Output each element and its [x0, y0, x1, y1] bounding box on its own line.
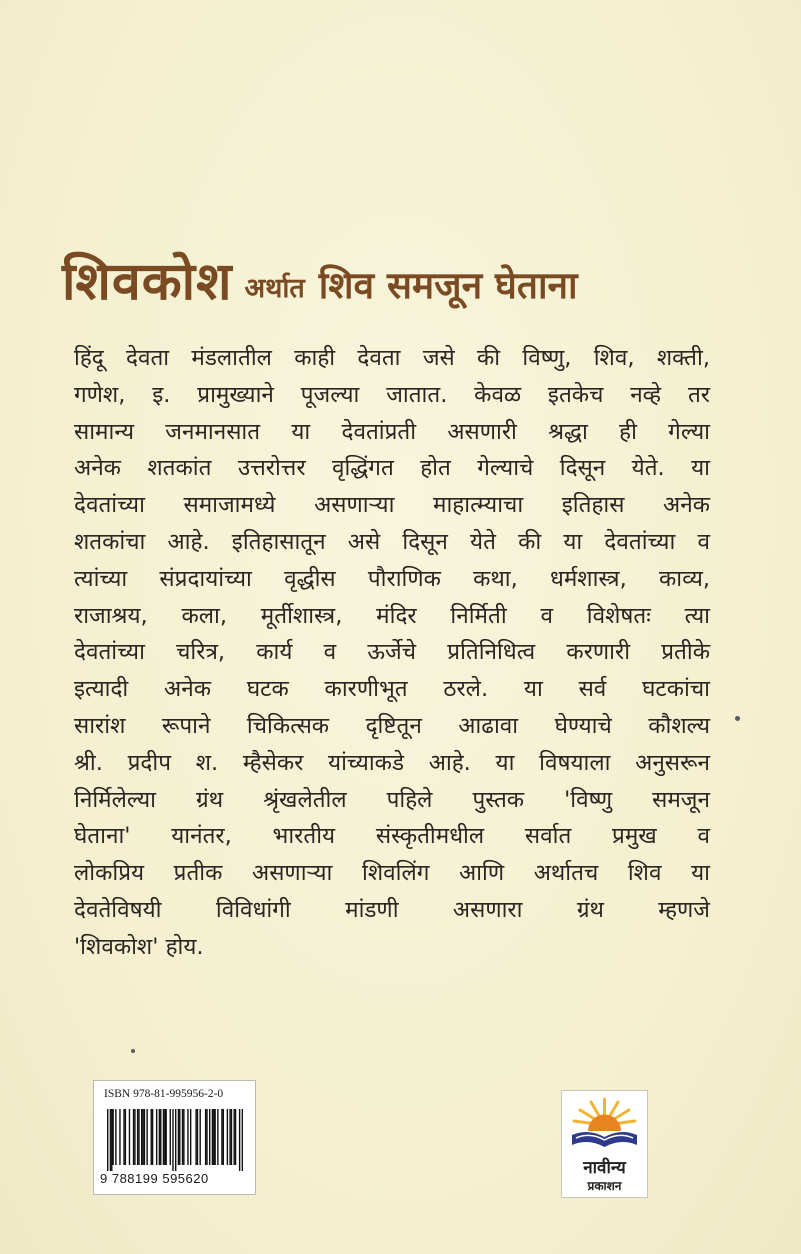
- barcode-bar: [217, 1109, 218, 1165]
- isbn-number: ISBN 978-81-995956-2-0: [104, 1088, 224, 1100]
- blurb-line: सामान्य जनमानसात या देवतांप्रती असणारी श्रद्धा ही गेल्या: [74, 418, 710, 445]
- barcode-bar: [137, 1109, 138, 1165]
- publisher-logo: [561, 1090, 648, 1198]
- barcode-bar: [175, 1109, 176, 1171]
- barcode-bar: [235, 1109, 236, 1165]
- barcode-bar: [206, 1109, 207, 1165]
- barcode-bar: [179, 1109, 180, 1165]
- blurb-line: त्यांच्या संप्रदायांच्या वृद्धीस पौराणिक कथा, धर्मशास्त्र, काव्य,: [74, 565, 710, 592]
- barcode-bar: [170, 1109, 171, 1165]
- barcode-bar: [233, 1109, 234, 1165]
- barcode-bar: [159, 1109, 160, 1165]
- blurb-line: देवतांच्या समाजामध्ये असणाऱ्या माहात्म्याचा इतिहास अनेक: [74, 492, 710, 519]
- blurb-line: हिंदू देवता मंडलातील काही देवता जसे की विष्णु, शिव, शक्ती,: [74, 345, 710, 371]
- blurb-line: निर्मिलेल्या ग्रंथ श्रृंखलेतील पहिले पुस्तक 'विष्णु समजून: [74, 786, 710, 813]
- blurb-line: शतकांचा आहे. इतिहासातून असे दिसून येते की या देवतांच्या व: [74, 528, 710, 555]
- isbn-barcode: [93, 1080, 256, 1195]
- barcode-bar: [187, 1109, 188, 1165]
- barcode-bar: [160, 1109, 161, 1165]
- blurb-line: देवतांच्या चरित्र, कार्य व ऊर्जेचे प्रतिनिधित्व करणारी प्रतीके: [74, 639, 710, 666]
- barcode-bar: [112, 1109, 113, 1165]
- blurb-line: सारांश रूपाने चिकित्सक दृष्टितून आढावा घेण्याचे कौशल्य: [74, 712, 710, 739]
- barcode-bar: [195, 1109, 196, 1165]
- barcode-bar: [141, 1109, 142, 1165]
- barcode-bar: [242, 1109, 243, 1171]
- barcode-bar: [156, 1109, 157, 1165]
- barcode-bar: [182, 1109, 183, 1165]
- barcode-bar: [199, 1109, 200, 1165]
- blurb-line: अनेक शतकांत उत्तरोत्तर वृद्धिंगत होत गेल्याचे दिसून येते. या: [74, 455, 710, 482]
- title-subtitle: शिव समजून घेताना: [318, 264, 578, 307]
- barcode-bar: [178, 1109, 179, 1165]
- barcode-bar: [151, 1109, 152, 1165]
- barcode-bar: [214, 1109, 215, 1165]
- barcode-bar: [227, 1109, 228, 1165]
- barcode-bar: [125, 1109, 126, 1165]
- blurb-line: श्री. प्रदीप श. म्हैसेकर यांच्याकडे आहे. या विषयाला अनुसरून: [74, 749, 710, 776]
- barcode-bar: [115, 1109, 116, 1165]
- rising-sun-open-book-icon: [566, 1095, 643, 1155]
- barcode-bar: [134, 1109, 135, 1165]
- blurb-line: गणेश, इ. प्रामुख्याने पूजल्या जातात. केवळ इतकेच नव्हे तर: [74, 381, 710, 408]
- cover-title: [62, 232, 762, 322]
- barcode-bar: [205, 1109, 206, 1165]
- back-cover-blurb: [74, 340, 710, 966]
- blurb-line: 'शिवकोश' होय.: [74, 933, 204, 960]
- blurb-line: इत्यादी अनेक घटक कारणीभूत ठरले. या सर्व घटकांचा: [74, 676, 710, 703]
- barcode-bar: [142, 1109, 143, 1165]
- barcode-bar: [133, 1109, 134, 1165]
- barcode-bar: [183, 1109, 184, 1165]
- barcode-bar: [152, 1109, 153, 1165]
- barcode-bar: [144, 1109, 145, 1165]
- barcode-bar: [197, 1109, 198, 1165]
- barcode-bar: [172, 1109, 173, 1171]
- barcode-bar: [138, 1109, 139, 1165]
- barcode-bar: [213, 1109, 214, 1165]
- barcode-bar: [165, 1109, 166, 1165]
- barcode-bar: [163, 1109, 164, 1165]
- barcode-bar: [107, 1109, 108, 1171]
- barcode-bar: [229, 1109, 230, 1165]
- ink-speck: [735, 716, 740, 721]
- barcode-bars: [107, 1109, 243, 1171]
- title-connector: अर्थात: [244, 273, 305, 304]
- barcode-digits: 9 788199 595620: [100, 1171, 209, 1186]
- barcode-bar: [146, 1109, 147, 1165]
- barcode-bar: [119, 1109, 120, 1165]
- barcode-bar: [110, 1109, 111, 1171]
- barcode-bar: [221, 1109, 222, 1165]
- blurb-line: देवतेविषयी विविधांगी मांडणी असणारा ग्रंथ म्हणजे: [74, 896, 710, 923]
- barcode-bar: [231, 1109, 232, 1165]
- blurb-line: घेताना' यानंतर, भारतीय संस्कृतीमधील सर्वात प्रमुख व: [74, 823, 710, 850]
- blurb-line: राजाश्रय, कला, मूर्तीशास्त्र, मंदिर निर्मिती व विशेषतः त्या: [74, 602, 710, 629]
- barcode-bar: [223, 1109, 224, 1165]
- barcode-bar: [209, 1109, 210, 1165]
- barcode-bar: [123, 1109, 124, 1165]
- publisher-name: नावीन्य: [583, 1158, 626, 1178]
- barcode-bar: [164, 1109, 165, 1165]
- barcode-bar: [239, 1109, 240, 1171]
- barcode-bar: [111, 1109, 112, 1171]
- barcode-bar: [190, 1109, 191, 1165]
- barcode-bar: [129, 1109, 130, 1165]
- barcode-bar: [212, 1109, 213, 1165]
- blurb-line: लोकप्रिय प्रतीक असणाऱ्या शिवलिंग आणि अर्थातच शिव या: [74, 860, 710, 887]
- ink-speck: [131, 1049, 135, 1053]
- publisher-subtitle: प्रकाशन: [587, 1179, 622, 1193]
- title-main: शिवकोश: [62, 252, 233, 312]
